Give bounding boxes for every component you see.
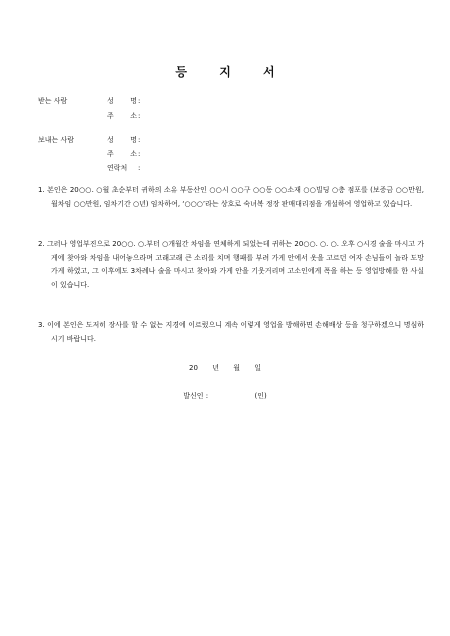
signature-label: 발신인 :	[183, 392, 209, 400]
sender-address-colon: :	[138, 150, 141, 158]
sender-name-label: 성 명	[107, 136, 137, 144]
date-year-unit: 년	[212, 364, 219, 372]
date-year: 20	[189, 364, 198, 372]
paragraph-3-text: 이에 본인은 도저히 장사를 할 수 없는 지경에 이르렀으니 계속 이렇게 영업을 방해하면 손해배상 등을 청구하겠으니 명심하시기 바랍니다.	[47, 321, 425, 343]
paragraph-3	[38, 319, 424, 346]
recipient-address-colon: :	[138, 112, 141, 120]
paragraph-1-text: 본인은 20○○. ○월 초순부터 귀하의 소유 부동산인 ○○시 ○○구 ○○동 ○○소재 ○○빌딩 ○층 점포를 (보증금 ○○만원, 월차임 ○○만원, 임차기간 ○년) 임차하여, ‘○○○’라는 상호로 숙녀복 정장 판매대리점을 개설하여 영업하고 있습니다.	[47, 186, 424, 208]
recipient-name-label: 성 명	[107, 97, 137, 105]
recipient-name-colon: :	[138, 97, 141, 105]
date-month-unit: 월	[233, 364, 240, 372]
paragraph-1-number: 1.	[38, 186, 45, 194]
sender-name-colon: :	[138, 136, 141, 144]
signature-seal: (인)	[254, 392, 267, 400]
paragraph-1	[38, 184, 424, 211]
signature-line	[0, 391, 450, 401]
sender-label: 보내는 사람	[38, 136, 75, 144]
recipient-label: 받는 사람	[38, 97, 68, 105]
paragraph-2	[38, 238, 424, 292]
date-day-unit: 일	[254, 364, 261, 372]
paragraph-3-number: 3.	[38, 321, 45, 329]
document-title: 등 지 서	[175, 65, 289, 79]
date-line	[0, 363, 450, 373]
sender-address-label: 주 소	[107, 150, 137, 158]
paragraph-2-text: 그러나 영업부진으로 20○○. ○.부터 ○개월간 차임을 연체하게 되었는데 귀하는 20○○. ○. ○. 오후 ○시경 술을 마시고 가게에 찾아와 차임을 내어놓으라며 고래고래 큰 소리를 치며 행패를 부려 가게 안에서 옷을 고르던 여자 손님들이 놀라 도망가게 하였고, 그 이후에도 3차례나 술을 마시고 찾아와 가게 안을 기웃거리며 고소인에게 폭을 하는 등 영업방해를 한 사실이 있습니다.	[46, 240, 424, 289]
sender-contact-label: 연락처	[107, 164, 128, 172]
sender-contact-colon: :	[138, 164, 141, 172]
recipient-address-label: 주 소	[107, 112, 137, 120]
paragraph-2-number: 2.	[38, 240, 45, 248]
